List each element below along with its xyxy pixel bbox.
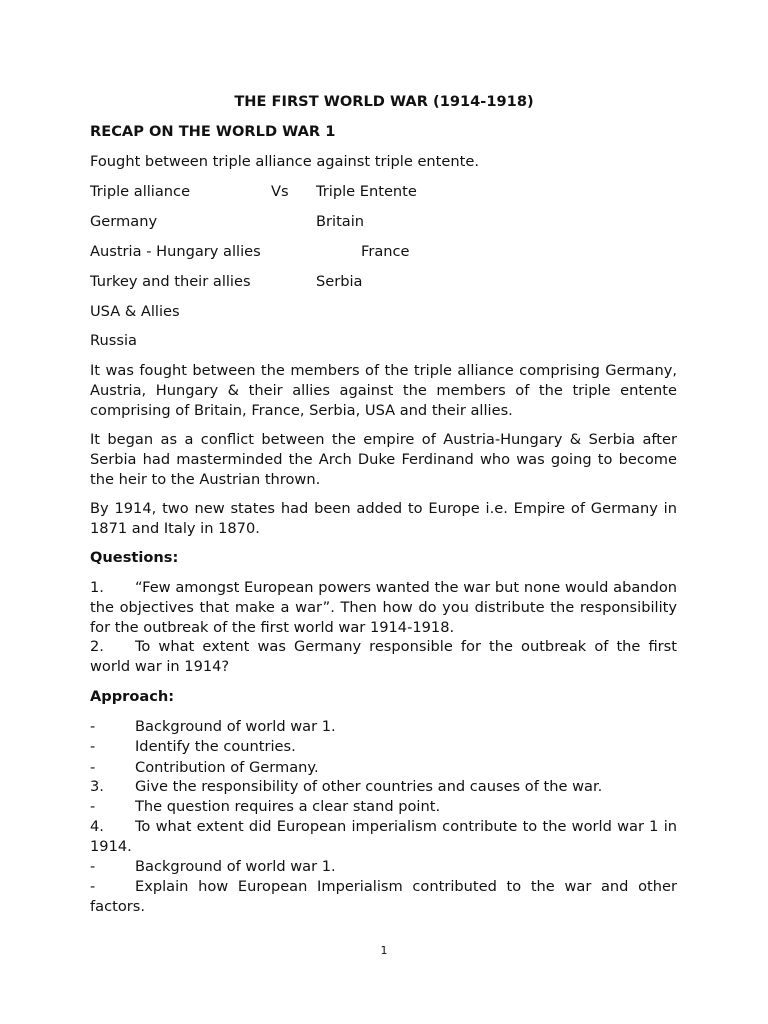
- table-row-right: France: [361, 243, 410, 260]
- question-item: [90, 637, 677, 677]
- approach-marker: -: [90, 798, 96, 815]
- approach-item: [90, 737, 677, 757]
- approach-item: [90, 797, 677, 817]
- page-number: 1: [380, 944, 388, 957]
- table-row-left: USA & Allies: [90, 303, 180, 320]
- table-header-vs: Vs: [271, 183, 289, 200]
- question-text: To what extent was Germany responsible for the outbreak of the first world war in 1914?: [90, 638, 677, 675]
- question-number: 1.: [90, 579, 104, 596]
- table-row-right: Britain: [316, 213, 365, 230]
- approach-text: Identify the countries.: [135, 738, 296, 755]
- approach-marker: -: [90, 738, 96, 755]
- approach-marker: -: [90, 878, 96, 895]
- approach-marker: -: [90, 858, 96, 875]
- approach-text: The question requires a clear stand point.: [135, 798, 441, 815]
- paragraph: It began as a conflict between the empire of Austria-Hungary & Serbia after Serbia had masterminded the Arch Duke Ferdinand who was going to become the heir to the Austrian thrown.: [90, 431, 677, 488]
- approach-text: Background of world war 1.: [135, 718, 336, 735]
- approach-heading: Approach:: [90, 688, 175, 705]
- paragraph: By 1914, two new states had been added to Europe i.e. Empire of Germany in 1871 and Italy in 1870.: [90, 500, 677, 537]
- table-row-left: Germany: [90, 213, 158, 230]
- approach-item: [90, 817, 677, 857]
- table-header-right: Triple Entente: [316, 183, 417, 200]
- questions-heading: Questions:: [90, 549, 179, 566]
- table-header-left: Triple alliance: [90, 183, 191, 200]
- approach-marker: -: [90, 759, 96, 776]
- approach-text: Background of world war 1.: [135, 858, 336, 875]
- approach-text: Contribution of Germany.: [135, 759, 319, 776]
- approach-marker: 3.: [90, 778, 104, 795]
- table-row-left: Turkey and their allies: [90, 273, 251, 290]
- approach-item: [90, 717, 677, 737]
- approach-text: Explain how European Imperialism contributed to the war and other factors.: [90, 878, 677, 915]
- document-title: THE FIRST WORLD WAR (1914-1918): [234, 93, 534, 110]
- approach-text: Give the responsibility of other countries and causes of the war.: [135, 778, 603, 795]
- recap-heading: RECAP ON THE WORLD WAR 1: [90, 123, 336, 140]
- question-number: 2.: [90, 638, 104, 655]
- approach-item: [90, 877, 677, 917]
- approach-text: To what extent did European imperialism contribute to the world war 1 in 1914.: [90, 818, 677, 855]
- table-row-left: Russia: [90, 332, 137, 349]
- approach-item: [90, 758, 677, 778]
- intro-text: Fought between triple alliance against triple entente.: [90, 153, 479, 170]
- table-row-right: Serbia: [316, 273, 363, 290]
- approach-item: [90, 857, 677, 877]
- approach-marker: 4.: [90, 818, 104, 835]
- question-text: “Few amongst European powers wanted the war but none would abandon the objectives that make a war”. Then how do you distribute the responsibility for the outbreak of the first world war 1914-1918.: [90, 579, 677, 636]
- question-item: [90, 578, 677, 637]
- approach-item: [90, 777, 677, 797]
- table-row-left: Austria - Hungary allies: [90, 243, 261, 260]
- approach-marker: -: [90, 718, 96, 735]
- paragraph: It was fought between the members of the triple alliance comprising Germany, Austria, Hungary & their allies against the members of the triple entente comprising of Britain, France, Serbia, USA and their allies.: [90, 362, 677, 419]
